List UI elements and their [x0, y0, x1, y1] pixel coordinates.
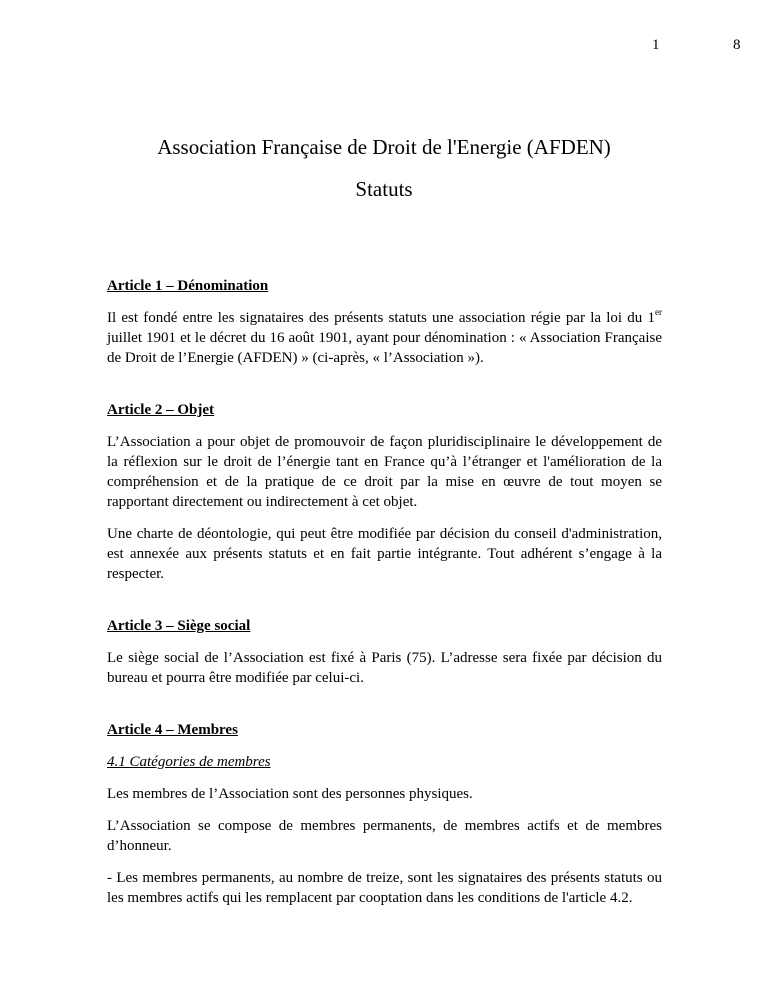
- article-4-paragraph-3: - Les membres permanents, au nombre de treize, sont les signataires des présents statuts ou les membres actifs qui les remplacent par cooptation dans les conditions de l'article 4.2.: [107, 870, 662, 906]
- article-4-heading: Article 4 – Membres: [107, 722, 238, 738]
- article-2-paragraph-2: Une charte de déontologie, qui peut être modifiée par décision du conseil d'administration, est annexée aux présents statuts et en fait partie intégrante. Tout adhérent s’engage à la respecter.: [107, 526, 662, 582]
- article-4-paragraph-1: Les membres de l’Association sont des personnes physiques.: [107, 786, 473, 802]
- document-subtitle: Statuts: [355, 177, 413, 201]
- superscript: er: [655, 307, 662, 317]
- article-4-1-subheading: 4.1 Catégories de membres: [107, 754, 271, 770]
- page-number: 1: [652, 37, 660, 53]
- article-3-paragraph: Le siège social de l’Association est fixé à Paris (75). L’adresse sera fixée par décision du bureau et pourra être modifiée par celui-ci.: [107, 650, 662, 686]
- article-2-heading: Article 2 – Objet: [107, 402, 215, 418]
- document-body: [107, 276, 662, 908]
- page-number-margin: 8: [733, 37, 741, 53]
- document-title: Association Française de Droit de l'Energie (AFDEN): [157, 135, 611, 159]
- article-1-heading: Article 1 – Dénomination: [107, 278, 269, 294]
- article-4-paragraph-2: L’Association se compose de membres permanents, de membres actifs et de membres d’honneur.: [107, 818, 662, 854]
- article-2-paragraph-1: L’Association a pour objet de promouvoir de façon pluridisciplinaire le développement de la réflexion sur le droit de l’énergie tant en France qu’à l’étranger et l'amélioration de la compréhension et de la pratique de ce droit par la mise en œuvre de tout moyen se rapportant directement ou indirectement à cet objet.: [107, 434, 662, 510]
- article-3-heading: Article 3 – Siège social: [107, 618, 251, 634]
- article-1-paragraph: Il est fondé entre les signataires des présents statuts une association régie par la loi du 1er juillet 1901 et le décret du 16 août 1901, ayant pour dénomination : « Association Française de Droit de l’Energie (AFDEN) » (ci-après, « l’Association »).: [107, 307, 662, 366]
